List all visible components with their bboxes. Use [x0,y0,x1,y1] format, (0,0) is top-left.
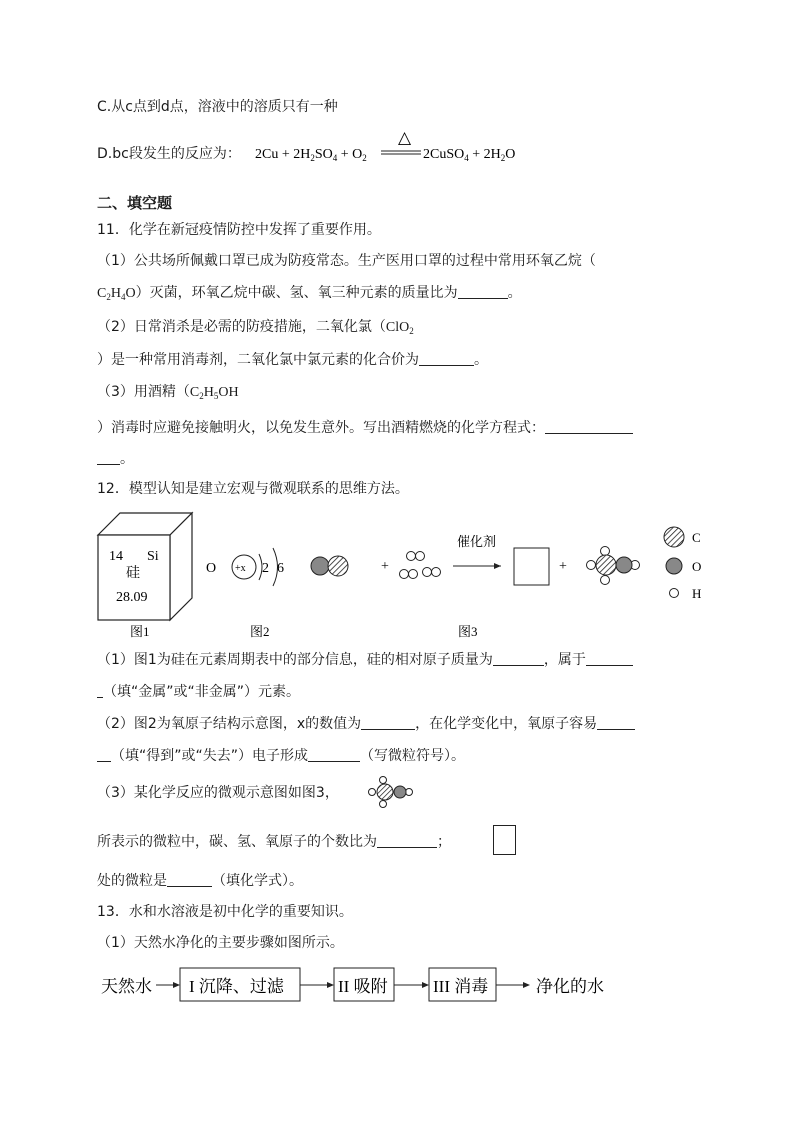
oxygen-atom-structure [206,548,284,586]
answer-blank[interactable] [493,651,544,666]
element-name: 硅 [126,566,140,581]
reactant-co-molecule [311,556,348,576]
fig3-caption: 图3 [458,624,478,639]
reactant-h2-molecules [400,552,441,579]
q13-part1: （1）天然水净化的主要步骤如图所示。 [97,935,344,951]
answer-blank[interactable] [361,715,415,730]
q12-part3-line2: 所表示的微粒中，碳、氢、氧原子的个数比为 ； [97,834,451,850]
q11-part3-line2: ）消毒时应避免接触明火，以免发生意外。写出酒精燃烧的化学方程式： [97,418,633,438]
ch3oh-molecule-icon [366,775,416,809]
legend-o: O [692,559,702,574]
formula-c2h4o: $C_2H_4O$ [97,286,136,302]
element-symbol: Si [147,549,159,564]
electron-shell-1: 2 [262,561,269,576]
answer-blank[interactable] [597,715,635,730]
legend-c: C [692,530,701,545]
equation-left: $2Cu + 2H_2SO_4 + O_2$ [255,147,367,163]
q12-stem: 12．模型认知是建立宏观与微观联系的思维方法。 [97,481,409,497]
product-blank-box[interactable] [514,548,549,585]
q13-stem: 13．水和水溶液是初中化学的重要知识。 [97,904,353,920]
option-d [97,144,241,164]
electron-shell-2: 6 [277,561,284,576]
heat-condition: △ [398,128,412,147]
q12-figures [96,510,716,645]
nucleus-charge: +x [235,563,246,574]
q12-part1-line2: （填“金属”或“非金属”）元素。 [97,682,300,702]
q11-part2-line2: ）是一种常用消毒剂，二氧化氯中氯元素的化合价为 。 [97,352,488,368]
answer-blank[interactable] [167,872,212,887]
atomic-number: 14 [109,549,123,564]
q12-part2-line2: （填“得到”或“失去”）电子形成 （写微粒符号）。 [97,746,465,766]
water-purification-flow [96,964,616,1008]
flow-end: 净化的水 [536,977,604,996]
flow-step-1: I 沉降、过滤 [189,977,284,996]
formula-clo2: ClO$_2$ [385,320,414,336]
answer-blank[interactable] [419,351,474,366]
product-ch3oh-molecule [587,547,640,585]
answer-blank[interactable] [377,833,437,848]
answer-blank[interactable] [308,747,360,762]
catalyst-label: 催化剂 [457,534,497,549]
flow-step-2: II 吸附 [338,977,388,996]
oxygen-symbol: O [206,561,217,576]
flow-step-3: III 消毒 [433,977,489,996]
q12-part3-line3: 处的微粒是 （填化学式）。 [97,873,303,889]
flow-start: 天然水 [101,977,152,996]
option-d-prefix: D.bc段发生的反应为： [97,146,241,162]
q11-part2-line1: （2）日常消杀是必需的防疫措施，二氧化氯（ClO$_2$ [97,319,414,336]
silicon-element-card [98,513,192,620]
formula-c2h5oh: $C_2H_5OH$ [189,385,239,401]
answer-blank[interactable] [97,747,111,762]
q11-stem: 11．化学在新冠疫情防控中发挥了重要作用。 [97,222,381,238]
q11-part3-line3: 。 [97,449,134,469]
q11-part3-line1: （3）用酒精（$C_2H_5OH$ [97,384,239,401]
atomic-mass: 28.09 [116,590,148,605]
section-heading: 二、填空题 [97,194,173,212]
reaction-equation [255,126,545,170]
plus-sign: + [381,559,389,574]
atom-legend [664,527,701,601]
equation-right: 2CuSO$_4$ + $2H_2O$ [423,147,516,163]
answer-blank[interactable] [458,284,508,299]
answer-blank[interactable] [545,419,633,434]
q11-part1-line2: $C_2H_4O$）灭菌，环氧乙烷中碳、氢、氧三种元素的质量比为 。 [97,285,522,302]
q12-part1-line1: （1）图1为硅在元素周期表中的部分信息，硅的相对原子质量为 ，属于 [97,650,633,670]
plus-sign: + [559,559,567,574]
answer-blank[interactable] [97,450,120,465]
fig2-caption: 图2 [250,624,270,639]
option-c: C.从c点到d点，溶液中的溶质只有一种 [97,99,338,115]
product-box-icon [493,825,516,855]
q12-part3-line1: （3）某化学反应的微观示意图如图3， [97,785,339,801]
fig1-caption: 图1 [130,624,150,639]
q11-part1-line1: （1）公共场所佩戴口罩已成为防疫常态。生产医用口罩的过程中常用环氧乙烷（ [97,253,596,269]
legend-h: H [692,586,702,601]
q12-part2-line1: （2）图2为氧原子结构示意图，x的数值为 ，在化学变化中，氧原子容易 [97,714,635,734]
answer-blank[interactable] [586,651,633,666]
